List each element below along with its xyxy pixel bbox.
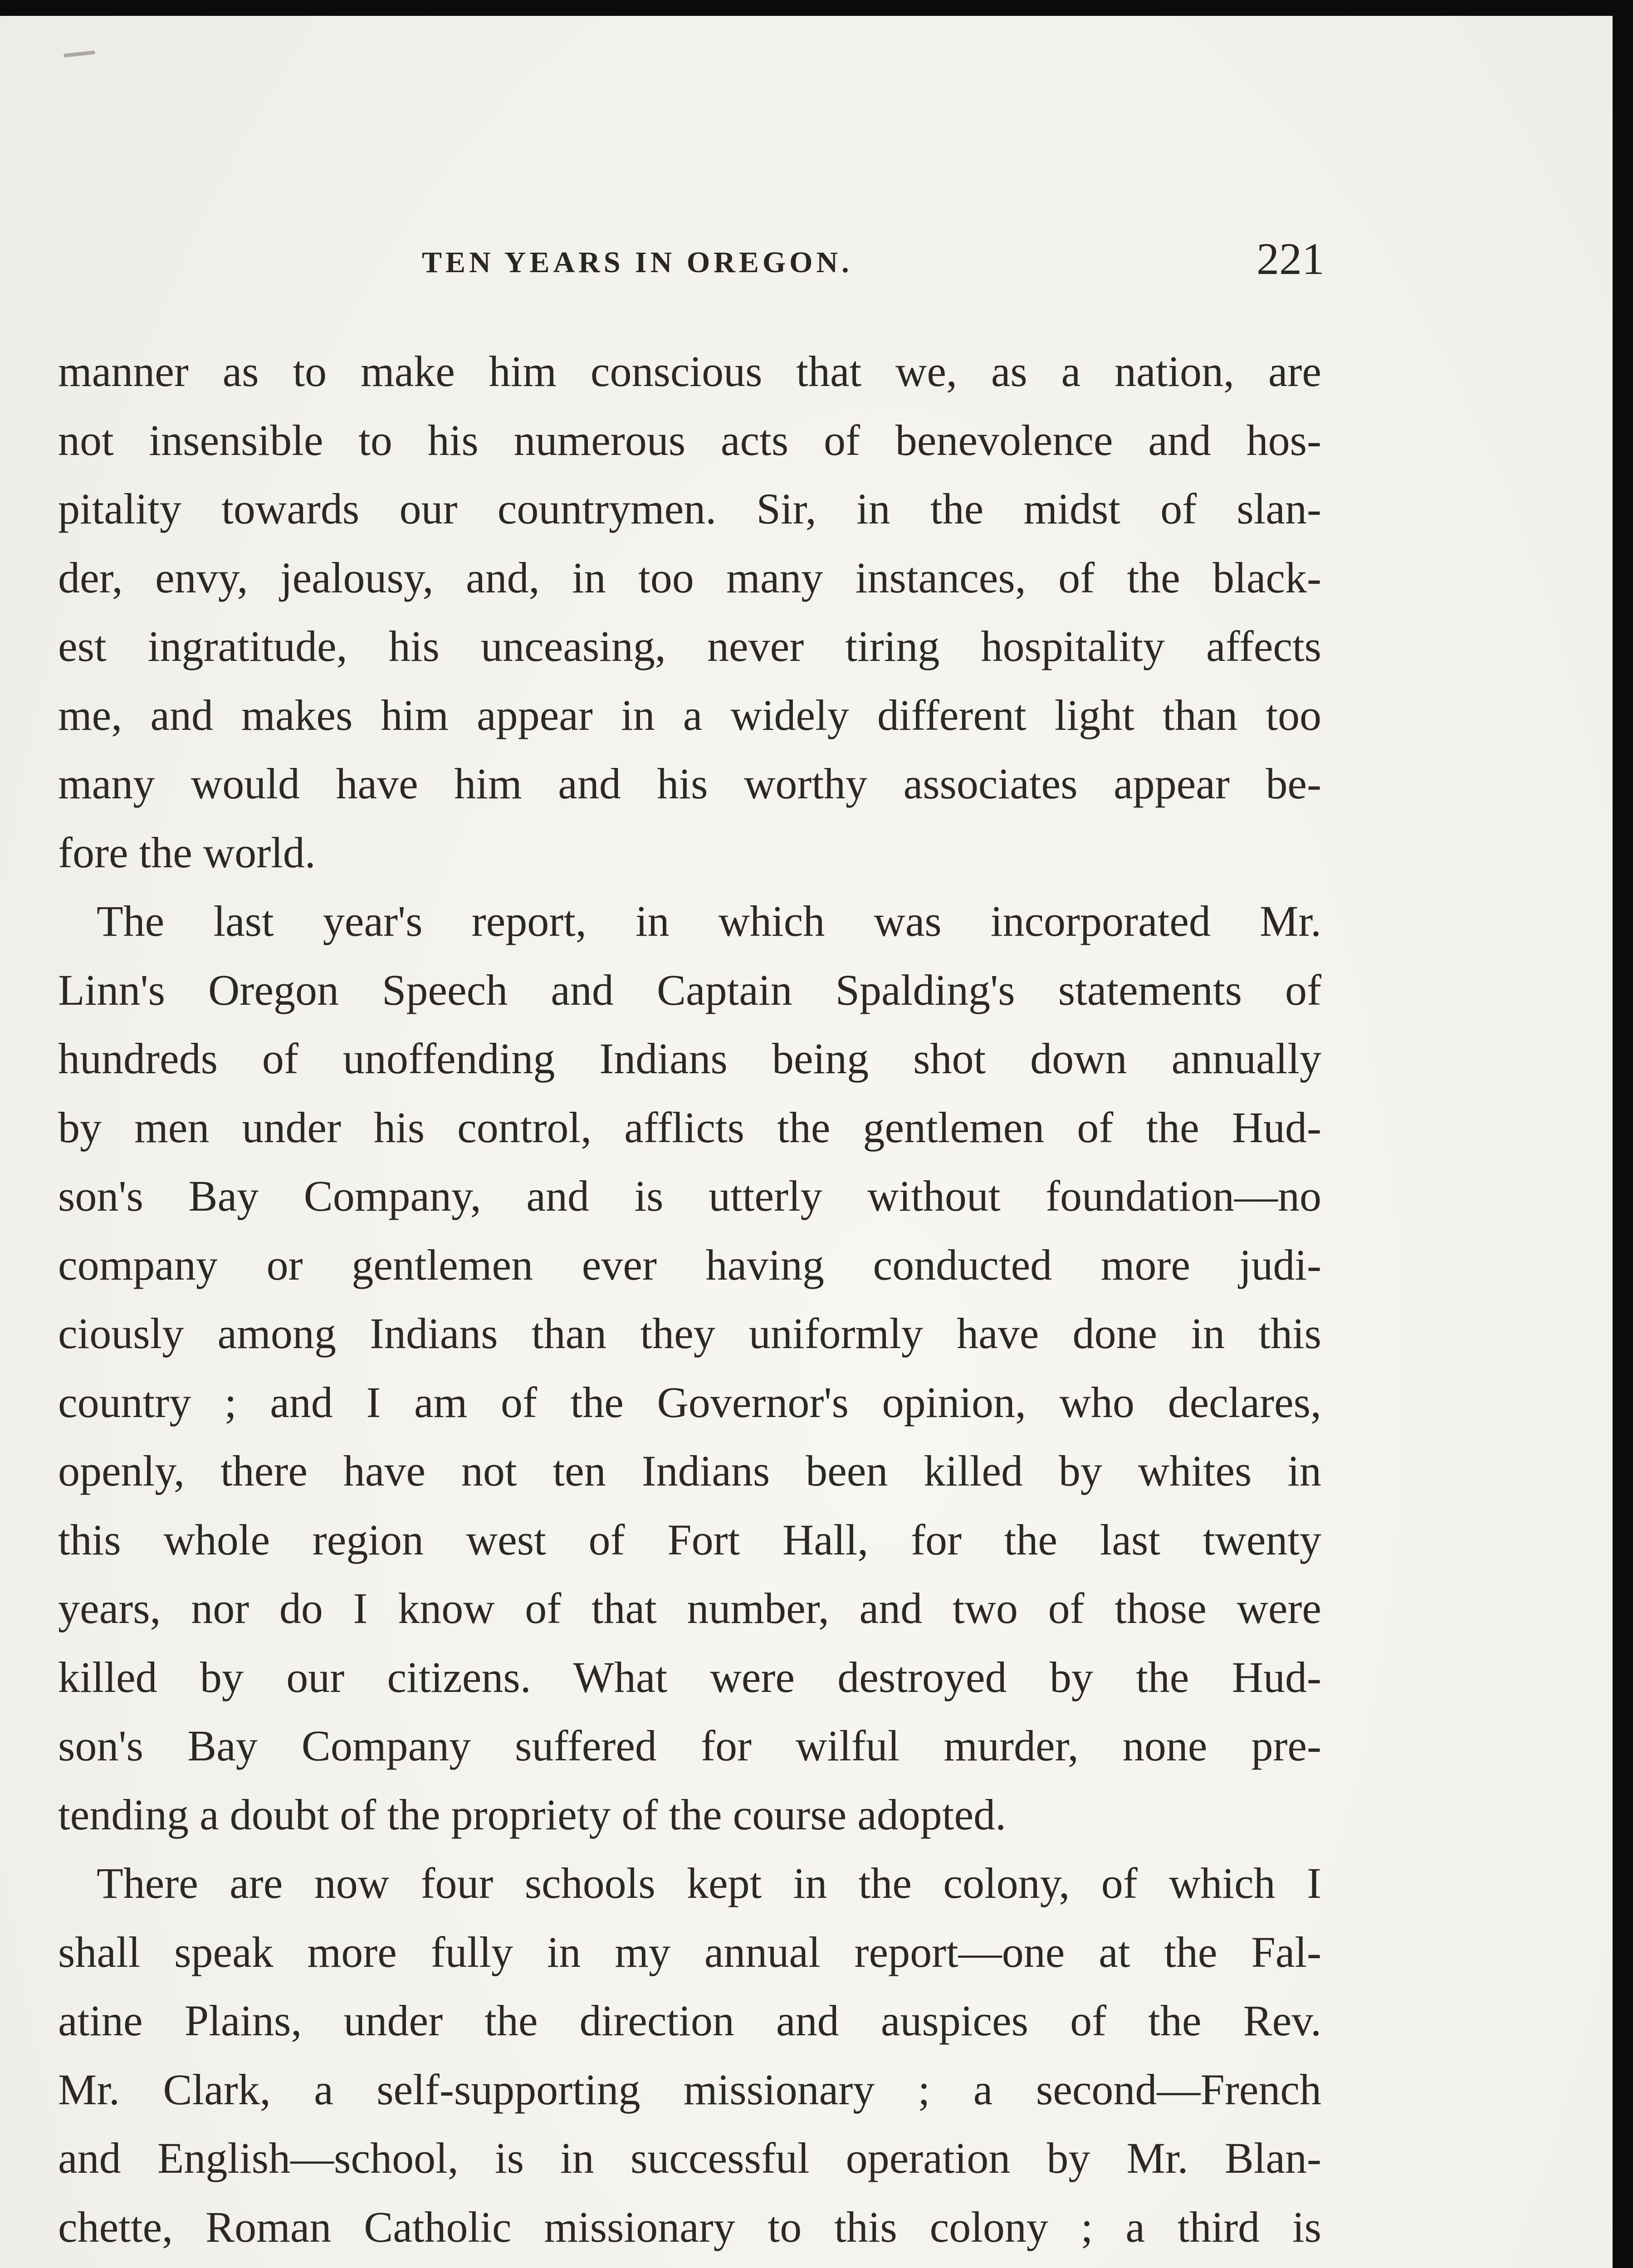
text-line: not insensible to his numerous acts of benevolence and hos- bbox=[58, 415, 1321, 464]
text-line: years, nor do I know of that number, and two of those were bbox=[58, 1584, 1321, 1633]
text-line: hundreds of unoffending Indians being shot down annually bbox=[58, 1034, 1321, 1083]
text-line: fore the world. bbox=[58, 828, 316, 877]
text-line: pitality towards our countrymen. Sir, in the midst of slan- bbox=[58, 484, 1321, 533]
page-header bbox=[422, 233, 1329, 287]
text-line: manner as to make him conscious that we, as a nation, are bbox=[58, 347, 1321, 396]
page-number: 221 bbox=[1257, 234, 1325, 284]
text-line: many would have him and his worthy associates appear be- bbox=[58, 759, 1321, 808]
page-edge-shadow bbox=[1613, 16, 1633, 2268]
text-line: and English—school, is in successful operation by Mr. Blan- bbox=[58, 2134, 1321, 2182]
text-line bbox=[58, 2261, 1321, 2268]
text-line: There are now four schools kept in the colony, of which I bbox=[97, 1859, 1321, 1907]
text-line: company or gentlemen ever having conducted more judi- bbox=[58, 1240, 1321, 1289]
text-line: ciously among Indians than they uniformly have done in this bbox=[58, 1309, 1321, 1358]
text-line: country ; and I am of the Governor's opinion, who declares, bbox=[58, 1378, 1321, 1427]
text-line: by men under his control, afflicts the gentlemen of the Hud- bbox=[58, 1103, 1321, 1152]
text-line: son's Bay Company, and is utterly without foundation—no bbox=[58, 1172, 1321, 1220]
text-line: atine Plains, under the direction and auspices of the Rev. bbox=[58, 1996, 1321, 2045]
text-line: killed by our citizens. What were destroyed by the Hud- bbox=[58, 1652, 1321, 1701]
body-text bbox=[58, 337, 1321, 2268]
ink-smudge bbox=[64, 50, 95, 57]
text-line: me, and makes him appear in a widely different light than too bbox=[58, 690, 1321, 739]
text-line: chette, Roman Catholic missionary to this colony ; a third is bbox=[58, 2202, 1321, 2251]
text-line: Linn's Oregon Speech and Captain Spalding's statements of bbox=[58, 965, 1321, 1014]
running-head: TEN YEARS IN OREGON. bbox=[422, 246, 853, 279]
text-line: tending a doubt of the propriety of the course adopted. bbox=[58, 1790, 1007, 1839]
book-page bbox=[0, 16, 1613, 2268]
text-line: est ingratitude, his unceasing, never tiring hospitality affects bbox=[58, 622, 1321, 670]
text-line: der, envy, jealousy, and, in too many instances, of the black- bbox=[58, 553, 1321, 602]
text-line: this whole region west of Fort Hall, for the last twenty bbox=[58, 1515, 1321, 1564]
text-line: openly, there have not ten Indians been killed by whites in bbox=[58, 1447, 1321, 1495]
text-line: son's Bay Company suffered for wilful murder, none pre- bbox=[58, 1721, 1321, 1770]
text-line: shall speak more fully in my annual report—one at the Fal- bbox=[58, 1927, 1321, 1976]
text-line: Mr. Clark, a self-supporting missionary ; a second—French bbox=[58, 2065, 1321, 2114]
text-line: The last year's report, in which was incorporated Mr. bbox=[97, 897, 1321, 945]
